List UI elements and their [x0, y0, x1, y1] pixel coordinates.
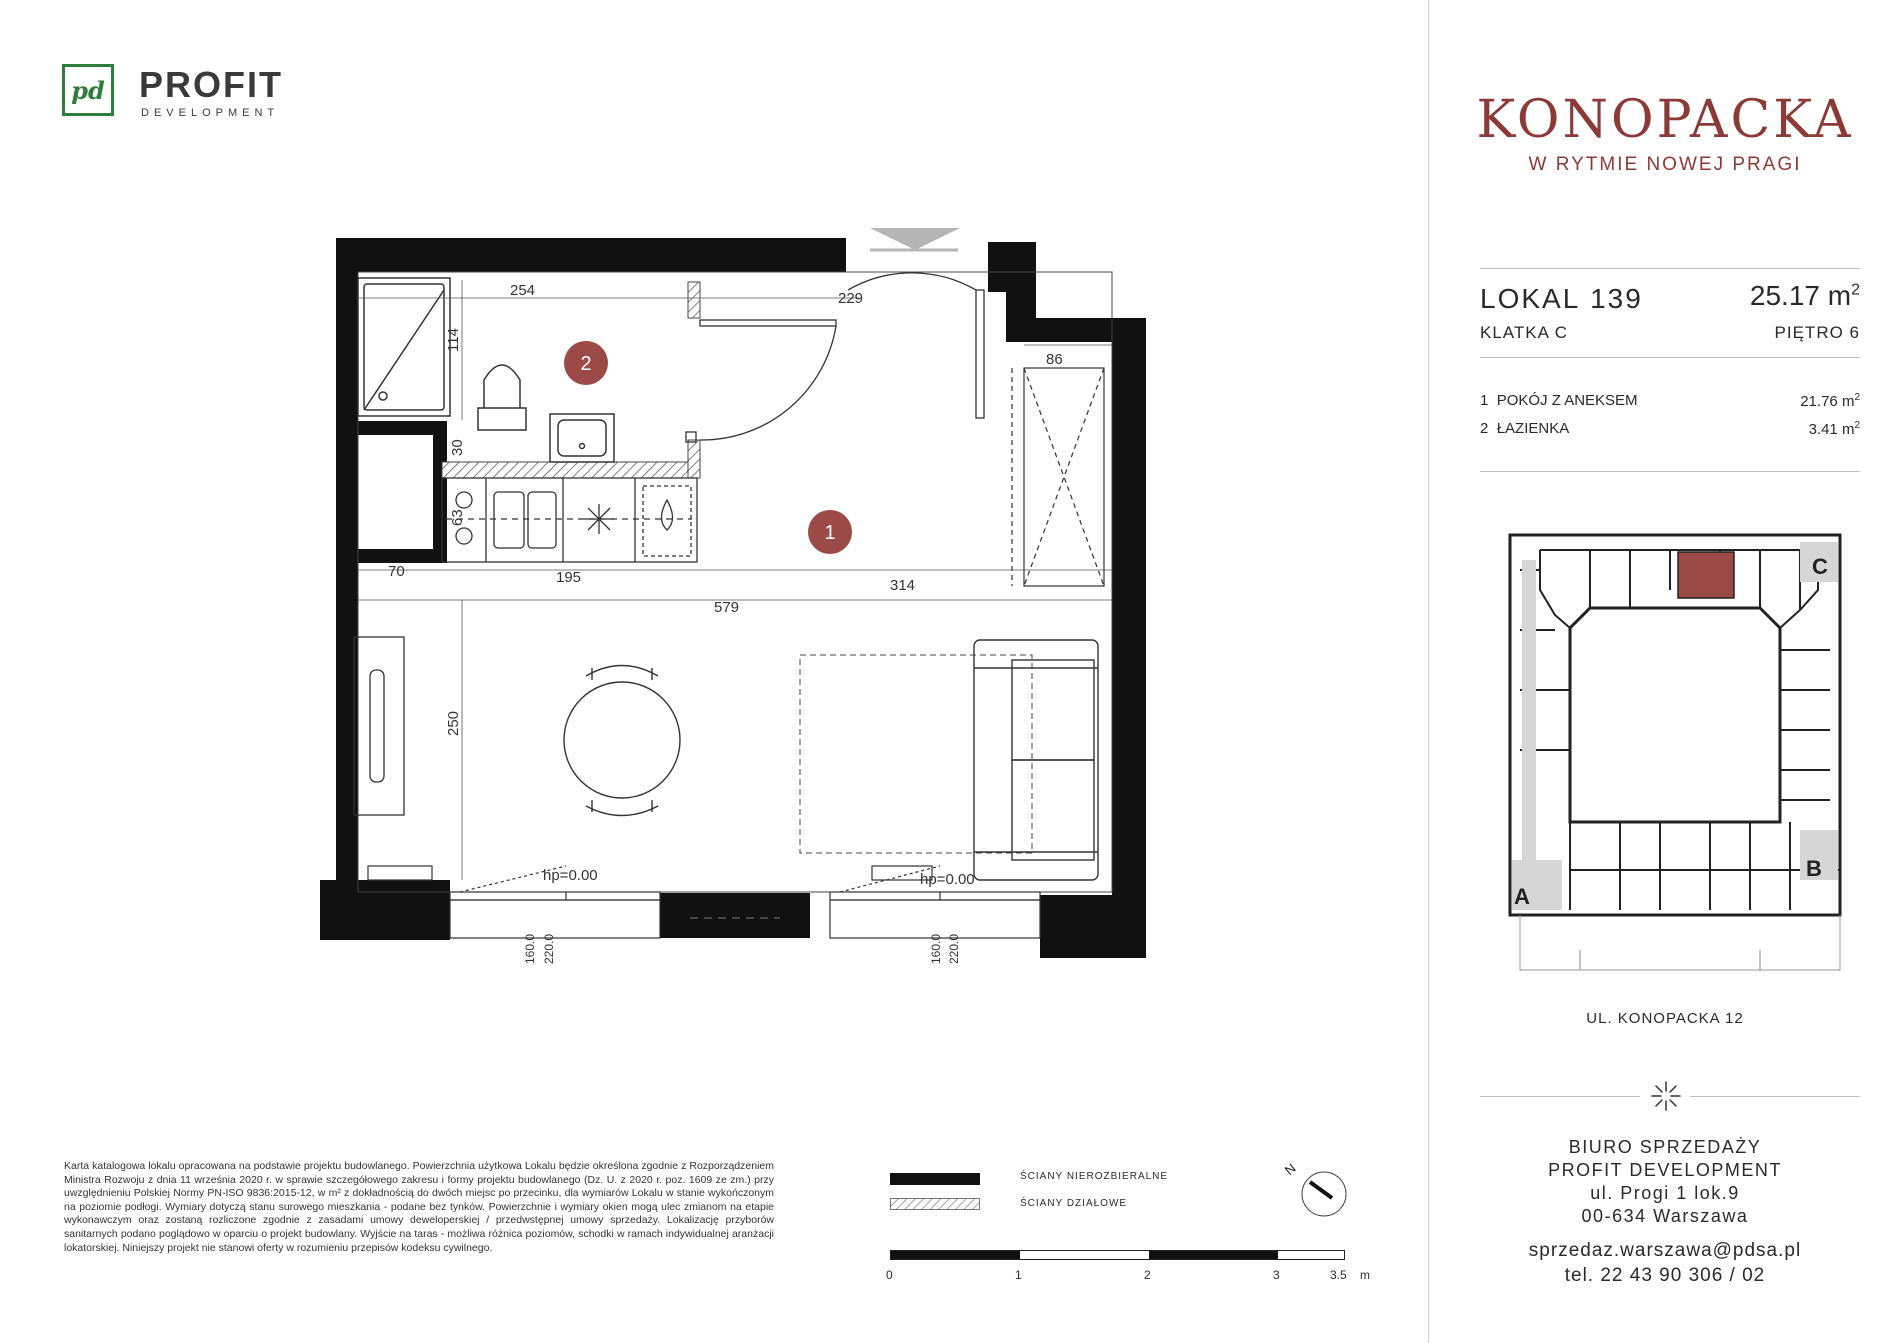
divider	[1480, 268, 1860, 269]
room-marker-2	[564, 341, 608, 385]
legend-structural-swatch	[890, 1173, 980, 1185]
unit-area: 25.17 $m^2$	[1749, 280, 1860, 311]
bathroom-door	[686, 320, 836, 442]
toilet	[478, 365, 526, 430]
profit-logo-mark: pd	[62, 64, 114, 116]
dim-579: 579	[714, 599, 740, 616]
dining-table	[564, 666, 680, 816]
bathroom-sink	[550, 414, 614, 462]
dim-63: 63	[449, 509, 466, 526]
shower	[358, 278, 450, 416]
dim-30: 30	[449, 439, 466, 456]
contact-info	[1470, 1238, 1860, 1288]
disclaimer-text: Karta katalogowa lokalu opracowana na podstawie projektu budowlanego. Powierzchnia użytkowa Lokalu będzie określona zgodnie z Rozporządzeniem Ministra Rozwoju z dnia 11 września 2020 r. w sprawie szczegółowego zakresu i formy projektu budowlanego (Dz. U. z 2020 r. poz. 1609 ze zm.) przy uwzględnieniu Polskiej Normy PN-ISO 9836:2015-12, w m² z dokładnością do dwóch miejsc po przecinku, dla wymiarów Lokalu w stanie wykończonym na poziomie podłogi. Wymiary dotyczą stanu surowego mieszkania - podane bez tynków. Powierzchnie i wymiary okien mogą ulec zmianom na etapie wykonawczym oraz zostaną rozliczone zgodnie z zasadami umowy deweloperskiej / przedwstępnej umowy sprzedaży. Lokalizację przyborów sanitarnych podano poglądowo w oparciu o projekt budowlany. Wyjście na taras - możliwa różnica poziomów, schodki w ramach indywidualnej aranżacji lokatorskiej. Niniejszy projekt nie stanowi oferty w rozumieniu przepisów kodeksu cywilnego.	[64, 1160, 774, 1254]
scale-tick-2: 2	[1144, 1268, 1151, 1282]
partition-wall-stub	[688, 440, 700, 478]
scale-bar	[890, 1250, 1345, 1260]
hp-right: hp=0.00	[920, 871, 975, 888]
logo-subtitle: DEVELOPMENT	[141, 107, 280, 119]
north-arrow-icon	[1280, 1160, 1350, 1220]
entrance-door	[848, 273, 984, 418]
inner-outline	[358, 272, 1112, 892]
dim-254: 254	[510, 282, 536, 299]
stair-b-label: B	[1806, 856, 1822, 881]
sales-office: BIURO SPRZEDAŻY PROFIT DEVELOPMENT ul. Progi 1 lok.9 00-634 Warszawa	[1548, 1137, 1782, 1226]
win-right-h1: 160.0	[929, 933, 943, 964]
street-address: UL. KONOPACKA 12	[1586, 1010, 1744, 1027]
svg-text:N: N	[1281, 1160, 1299, 1178]
floor-label: PIĘTRO 6	[1774, 323, 1860, 342]
divider	[1690, 1096, 1860, 1097]
highlighted-unit	[1678, 552, 1734, 598]
floor-plan	[300, 220, 1160, 970]
legend-structural-label: ŚCIANY NIEROZBIERALNE	[1020, 1171, 1169, 1182]
stair-c-label: C	[1812, 554, 1828, 579]
scale-unit: m	[1360, 1268, 1370, 1282]
dimension-lines	[358, 280, 1112, 880]
dim-250: 250	[445, 710, 462, 736]
win-right-h2: 220.0	[947, 933, 961, 964]
rug	[800, 655, 1032, 853]
legend-partition-label: ŚCIANY DZIAŁOWE	[1020, 1198, 1128, 1209]
win-left-h1: 160.0	[523, 933, 537, 964]
divider	[1480, 471, 1860, 472]
dim-86: 86	[1046, 351, 1063, 368]
logo-name: PROFIT	[139, 64, 283, 105]
entrance-arrow-icon	[870, 228, 960, 250]
brand-title: KONOPACKA	[1476, 90, 1854, 150]
room-row: 1 POKÓJ Z ANEKSEM 21.76 $m^2$	[1480, 392, 1860, 410]
dim-314: 314	[890, 577, 916, 594]
radiator	[368, 866, 432, 880]
kitchen-counter	[442, 478, 697, 562]
win-left-h2: 220.0	[542, 933, 556, 964]
dim-70: 70	[388, 563, 405, 580]
scale-tick-1: 1	[1015, 1268, 1022, 1282]
sofa	[974, 640, 1098, 880]
email-link[interactable]: sprzedaz.warszawa@pdsa.pl	[1528, 1240, 1802, 1261]
brand-subtitle: W RYTMIE NOWEJ PRAGI	[1528, 154, 1802, 175]
wardrobe	[1012, 368, 1104, 586]
divider	[1480, 1096, 1640, 1097]
legend-partition-swatch	[890, 1198, 980, 1210]
building-key-plan	[1500, 530, 1850, 990]
divider	[1480, 357, 1860, 358]
hp-left: hp=0.00	[543, 867, 598, 884]
scale-tick-3: 3	[1273, 1268, 1280, 1282]
svg-text:1: 1	[824, 522, 836, 544]
tv-cabinet	[354, 637, 404, 815]
scale-tick-3-5: 3.5	[1330, 1268, 1347, 1282]
stair-a-label: A	[1514, 884, 1530, 909]
room-marker-1	[808, 510, 852, 554]
partition-wall-stub	[688, 282, 700, 318]
scale-tick-0: 0	[886, 1268, 893, 1282]
ornament-icon	[1650, 1080, 1682, 1112]
dim-229: 229	[838, 290, 864, 307]
dim-114: 114	[445, 328, 462, 352]
dim-195: 195	[556, 569, 582, 586]
partition-wall	[442, 462, 697, 478]
unit-label: LOKAL 139	[1480, 283, 1643, 314]
svg-text:2: 2	[580, 353, 592, 375]
unit-number: 139	[1590, 283, 1643, 314]
staircase-label: KLATKA C	[1480, 323, 1568, 342]
phone-number: tel. 22 43 90 306 / 02	[1564, 1265, 1766, 1286]
panel-divider	[1428, 0, 1429, 1343]
room-row: 2 ŁAZIENKA 3.41 $m^2$	[1480, 420, 1860, 438]
